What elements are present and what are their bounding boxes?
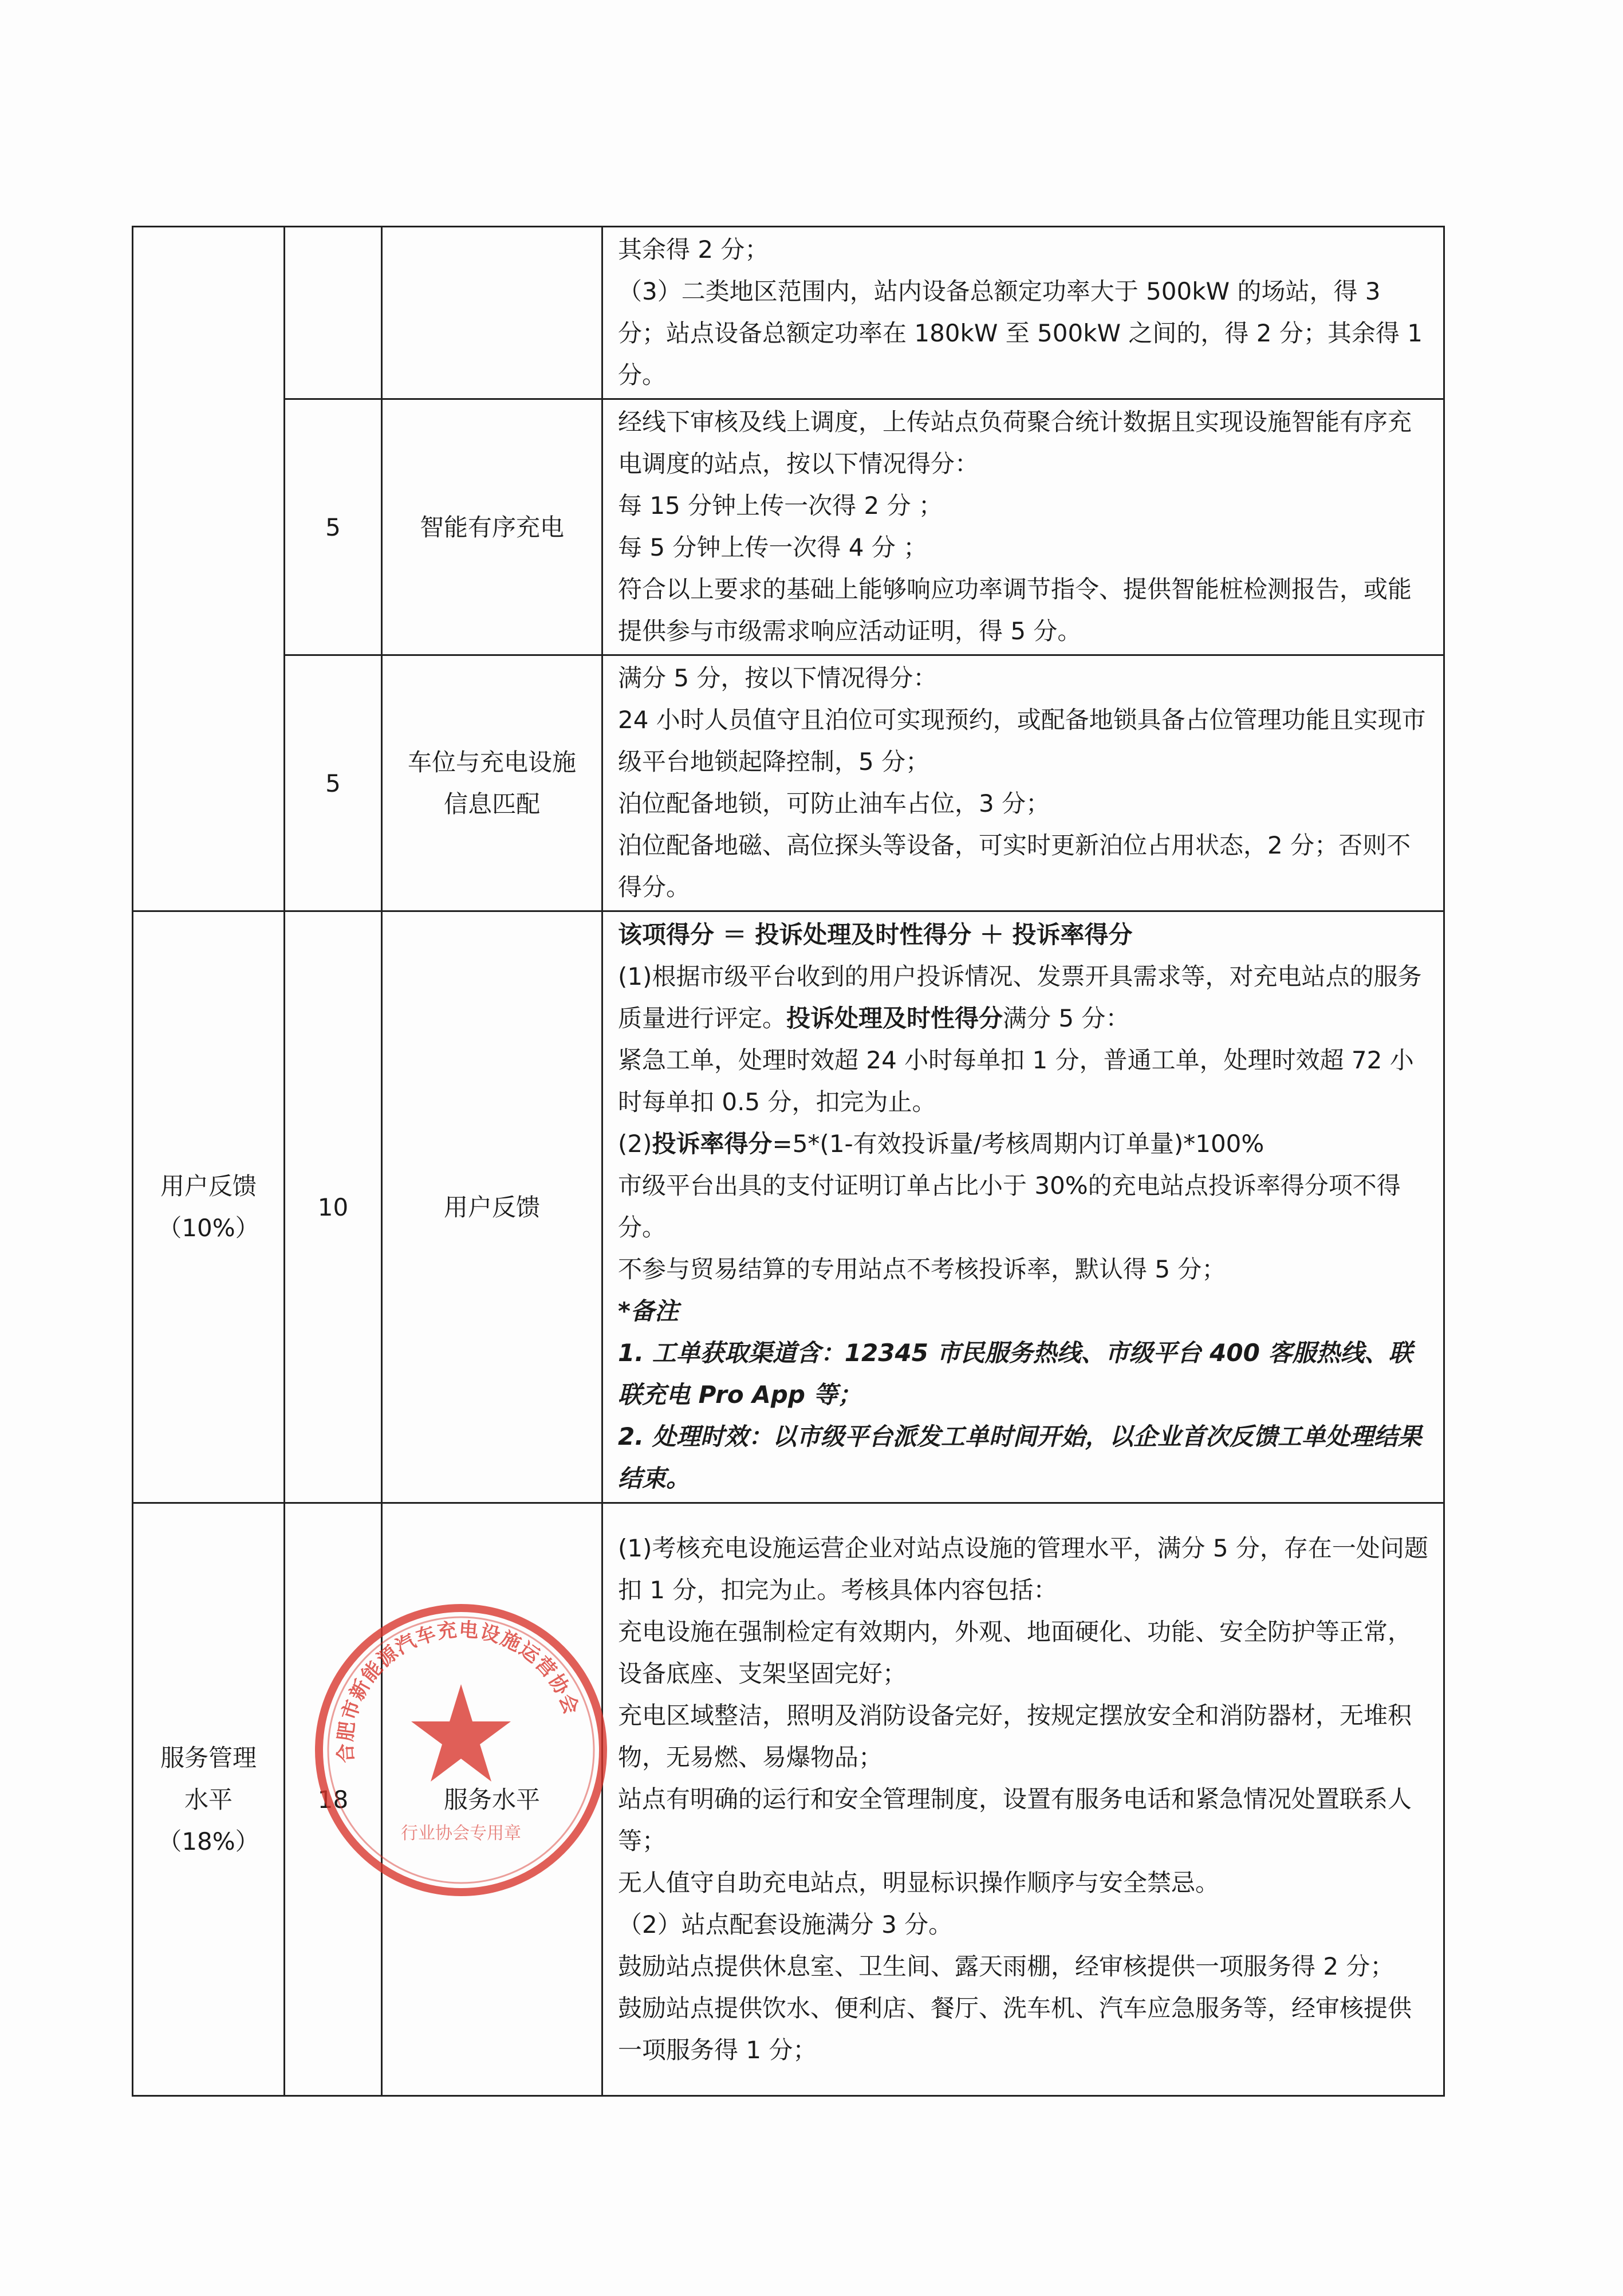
criteria-line: (1)考核充电设施运营企业对站点设施的管理水平，满分 5 分，存在一处问题扣 1 分，扣完为止。考核具体内容包括： <box>618 1534 1428 1604</box>
criteria-cell <box>602 399 1444 655</box>
criteria-line: 24 小时人员值守且泊位可实现预约，或配备地锁具备占位管理功能且实现市级平台地锁起降控制，5 分； <box>618 706 1426 776</box>
criteria-line: 其余得 2 分； <box>618 235 769 264</box>
criteria-line: 经线下审核及线上调度，上传站点负荷聚合统计数据且实现设施智能有序充电调度的站点，按以下情况得分： <box>618 408 1412 478</box>
criteria-cell <box>602 911 1444 1503</box>
score-cell: 18 <box>285 1503 382 2096</box>
score-cell: 10 <box>285 911 382 1503</box>
score-cell: 5 <box>285 399 382 655</box>
category-cell <box>133 1503 285 2096</box>
item-cell: 用户反馈 <box>382 911 602 1503</box>
category-cell <box>133 227 285 911</box>
criteria-line: 充电设施在强制检定有效期内，外观、地面硬化、功能、安全防护等正常，设备底座、支架坚固完好； <box>618 1617 1412 1688</box>
table-row <box>133 911 1444 1503</box>
criteria-line: 每 5 分钟上传一次得 4 分 ； <box>618 533 928 561</box>
category-label: 用户反馈 <box>160 1172 257 1200</box>
criteria-line: 满分 5 分，按以下情况得分： <box>618 664 937 692</box>
scoring-table <box>132 226 1445 2097</box>
category-weight: （10%） <box>157 1214 259 1242</box>
criteria-cell <box>602 655 1444 911</box>
score-cell <box>285 227 382 399</box>
table-row <box>133 399 1444 655</box>
note-line: 1. 工单获取渠道含：12345 市民服务热线、市级平台 400 客服热线、联联充电 Pro App 等； <box>618 1339 1413 1409</box>
svg-text:合肥市新能源汽车充电设施运营协会: 合肥市新能源汽车充电设施运营协会 <box>334 1618 584 1764</box>
criteria-line: 无人值守自助充电站点，明显标识操作顺序与安全禁忌。 <box>618 1868 1220 1897</box>
criteria-cell <box>602 227 1444 399</box>
criteria-cell <box>602 1503 1444 2096</box>
category-label: 服务管理 <box>160 1743 257 1772</box>
criteria-line: 市级平台出具的支付证明订单占比小于 30%的充电站点投诉率得分项不得分。 <box>618 1171 1401 1241</box>
category-weight: （18%） <box>157 1827 259 1855</box>
criteria-line: 鼓励站点提供休息室、卫生间、露天雨棚，经审核提供一项服务得 2 分； <box>618 1952 1394 1980</box>
criteria-line: 符合以上要求的基础上能够响应功率调节指令、提供智能桩检测报告，或能提供参与市级需求响应活动证明，得 5 分。 <box>618 575 1412 645</box>
table-row <box>133 1503 1444 2096</box>
note-line: 2. 处理时效：以市级平台派发工单时间开始，以企业首次反馈工单处理结果结束。 <box>618 1422 1422 1492</box>
table-row <box>133 655 1444 911</box>
criteria-line: 充电区域整洁，照明及消防设备完好，按规定摆放安全和消防器材，无堆积物，无易燃、易爆物品； <box>618 1701 1412 1771</box>
score-formula: 该项得分 ＝ 投诉处理及时性得分 ＋ 投诉率得分 <box>618 921 1133 949</box>
item-cell: 服务水平 <box>382 1503 602 2096</box>
criteria-line: 每 15 分钟上传一次得 2 分 ； <box>618 492 943 520</box>
score-cell: 5 <box>285 655 382 911</box>
criteria-line: 站点有明确的运行和安全管理制度，设置有服务电话和紧急情况处置联系人等； <box>618 1784 1412 1855</box>
item-cell <box>382 655 602 911</box>
criteria-line: 紧急工单，处理时效超 24 小时每单扣 1 分，普通工单，处理时效超 72 小时每单扣 0.5 分，扣完为止。 <box>618 1046 1414 1116</box>
criteria-line: （3）二类地区范围内，站内设备总额定功率大于 500kW 的场站，得 3 分；站点设备总额定功率在 180kW 至 500kW 之间的，得 2 分；其余得 1 分。 <box>618 277 1423 389</box>
note-title: *备注 <box>618 1297 679 1325</box>
criteria-line: 不参与贸易结算的专用站点不考核投诉率，默认得 5 分； <box>618 1255 1226 1283</box>
item-cell <box>382 227 602 399</box>
criteria-line: 泊位配备地磁、高位探头等设备，可实时更新泊位占用状态，2 分；否则不得分。 <box>618 831 1411 901</box>
criteria-line: （2）站点配套设施满分 3 分。 <box>618 1910 953 1939</box>
svg-text:行业协会专用章: 行业协会专用章 <box>401 1823 521 1843</box>
category-cell <box>133 911 285 1503</box>
table-row <box>133 227 1444 399</box>
item-label: 信息匹配 <box>443 790 540 818</box>
criteria-line: 泊位配备地锁，可防止油车占位，3 分； <box>618 789 1050 817</box>
criteria-line: 鼓励站点提供饮水、便利店、餐厅、洗车机、汽车应急服务等，经审核提供一项服务得 1 分； <box>618 1994 1412 2064</box>
item-cell: 智能有序充电 <box>382 399 602 655</box>
criteria-line: (2)投诉率得分=5*(1-有效投诉量/考核周期内订单量)*100% <box>618 1130 1264 1158</box>
item-label: 车位与充电设施 <box>407 748 576 776</box>
criteria-line: (1)根据市级平台收到的用户投诉情况、发票开具需求等，对充电站点的服务质量进行评定。投诉处理及时性得分满分 5 分： <box>618 962 1422 1032</box>
category-label: 水平 <box>184 1785 233 1814</box>
